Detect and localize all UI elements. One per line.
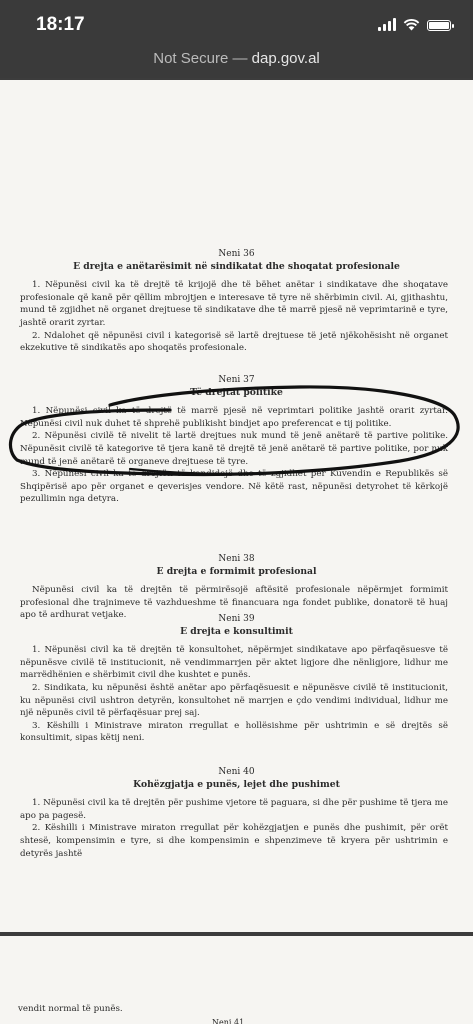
document-page-2 [0,936,473,1024]
article-37 [0,374,473,506]
status-time: 18:17 [36,14,85,35]
article-39 [0,613,473,745]
battery-icon [427,20,451,31]
article-paragraph: 2. Nëpunësi civilë të nivelit të lartë drejtues nuk mund të jenë anëtarë të partive politike. Nëpunësit civilë të kategorive të tjera kanë të drejtë të jenë anëtarë të partive politike, por nuk mund të jenë anëtarë të organeve drejtuese të tyre. [20,431,448,467]
url-host: dap.gov.al [251,50,320,67]
article-paragraph: 2. Ndalohet që nëpunësi civil i kategorisë së lartë drejtuese të jetë njëkohësisht në organet ekzekutive të sindikatës apo shoqatës profesionale. [20,330,448,354]
status-icons [378,18,451,31]
article-paragraph: 2. Këshilli i Ministrave miraton rregullat për kohëzgjatjen e punës dhe pushimit, për orët shtesë, kompensimin e tyre, si dhe kompensimin e shpenzimeve të kryera për ushtrimin e detyrës jashtë [20,823,448,859]
battery-level [429,22,449,29]
article-40 [0,766,473,860]
continuation-text: vendit normal të punës. [18,1004,123,1014]
article-paragraph: 1. Nëpunësi civil ka të drejtën për pushime vjetore të paguara, si dhe për pushime të tjera me apo pa pagesë. [20,798,448,821]
article-36 [0,248,473,355]
url-bar[interactable] [0,48,473,78]
cellular-signal-icon [378,18,396,31]
article-number: Neni 38 [218,554,255,564]
article-paragraph: 1. Nëpunësi civil ka të drejtë të marrë pjesë në veprimtari politike jashtë orarit zyrtar. Nëpunësi civil nuk duhet të shprehë publikisht bindjet apo preferencat e tij politike. [20,406,448,429]
wifi-icon [403,18,420,31]
security-label: Not Secure [153,50,229,67]
article-title: E drejta e formimit profesional [156,565,317,577]
article-paragraph: 3. Këshilli i Ministrave miraton rregullat e hollësishme për ushtrimin e së drejtës së konsultimit, sipas këtij neni. [20,720,448,744]
article-number: Neni 37 [218,375,255,385]
status-bar [0,0,473,48]
article-number: Neni 40 [218,767,255,777]
article-paragraph: Nëpunësi civil ka të drejtën të përmirësojë aftësitë profesionale nëpërmjet formimit profesional dhe trajnimeve të vazhdueshme të financuara nga fondet publike, donatorë të huaj apo të ardhurat vetjake. [20,585,448,621]
document-page [0,80,473,932]
next-article-heading: Neni 41 [212,1018,245,1024]
article-title: E drejta e anëtarësimit në sindikatat dhe shoqatat profesionale [73,260,400,272]
article-title: Kohëzgjatja e punës, lejet dhe pushimet [133,778,340,790]
article-paragraph: 3. Nëpunësi civil ka të drejtën të kandidojë dhe të zgjidhet për Kuvendin e Republikës së Shqipërisë apo për organet e qeverisjes vendore. Në këtë rast, nëpunësi detyrohet të kërkojë pezullimin nga detyra. [20,469,448,505]
article-title: Të drejtat politike [190,386,283,398]
url-separator: — [232,50,248,67]
article-paragraph: 2. Sindikata, ku nëpunësi është anëtar apo përfaqësuesit e nëpunësve civilë të institucionit, ku nëpunësi civil ushtron detyrën, konsultohet në marrjen e çdo vendimi individual, lidhur me një nëpunës civil të përfaqësuar prej saj. [20,682,448,719]
article-paragraph: 1. Nëpunësi civil ka të drejtë të krijojë dhe të bëhet anëtar i sindikatave dhe shoqatave profesionale që kanë për qëllim mbrojtjen e interesave të tyre në shërbimin civil. Ai, gjithashtu, mund të zgjidhet në organet drejtuese të sindikatave dhe të marrë pjesë në veprimtarinë e tyre, jashtë orarit zyrtar. [20,280,448,328]
article-paragraph: 1. Nëpunësi civil ka të drejtën të konsultohet, nëpërmjet sindikatave apo përfaqësuesve të nëpunësve civilë të institucionit, në vendimmarrjen për aktet ligjore dhe nënligjore, lidhur me marrëdhënien e shërbimit civil dhe kushtet e punës. [20,645,448,681]
article-number: Neni 39 [218,614,255,624]
article-38 [0,553,473,622]
article-title: E drejta e konsultimit [180,625,293,637]
article-number: Neni 36 [218,249,255,259]
